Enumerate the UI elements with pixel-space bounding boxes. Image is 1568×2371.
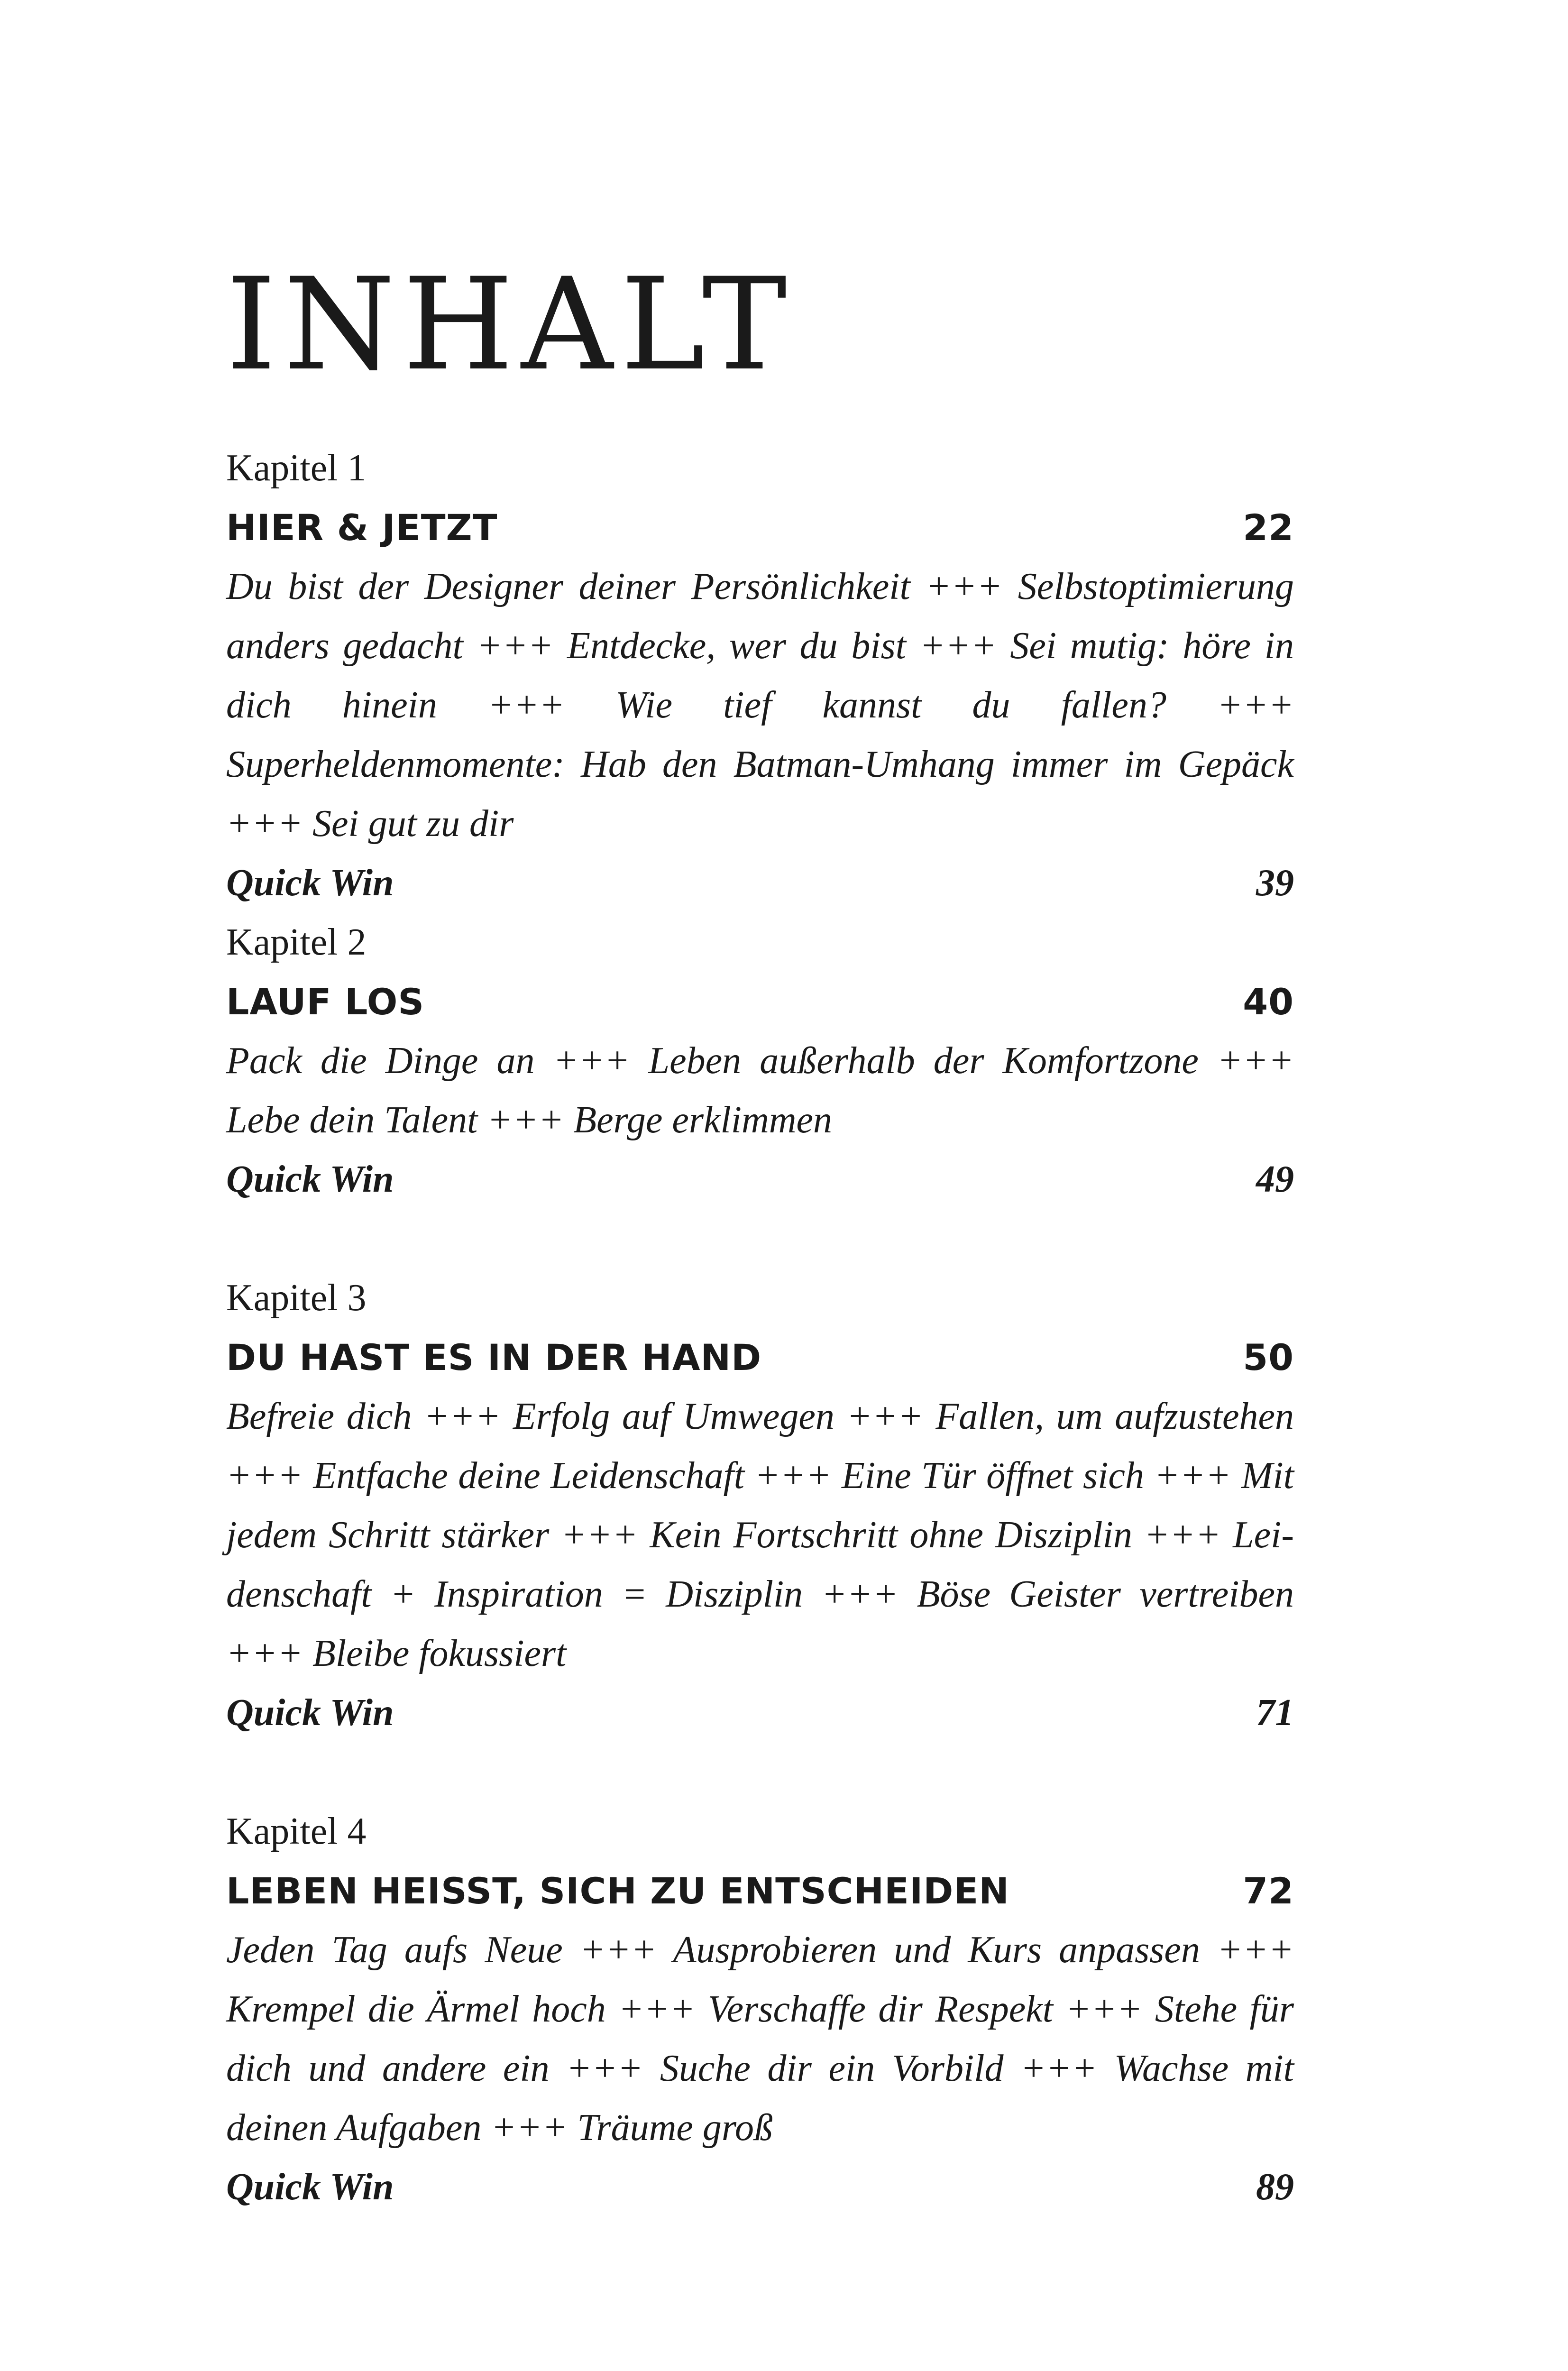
quick-win-page-number: 89 — [1256, 2166, 1294, 2208]
chapter-heading: LEBEN HEISST, SICH ZU ENTSCHEIDEN — [226, 1870, 1009, 1912]
chapter-label: Kapitel 1 — [226, 447, 367, 489]
chapter-heading-row[interactable] — [226, 1861, 1294, 1921]
quick-win-row[interactable] — [226, 2158, 1294, 2217]
quick-win-label: Quick Win — [226, 862, 394, 904]
quick-win-row[interactable] — [226, 854, 1294, 913]
chapter-page-number: 22 — [1243, 506, 1294, 549]
quick-win-page-number: 39 — [1256, 862, 1294, 904]
chapter-heading-row[interactable] — [226, 972, 1294, 1031]
quick-win-label: Quick Win — [226, 2166, 394, 2208]
chapter-label: Kapitel 4 — [226, 1810, 367, 1852]
chapter-description: Du bist der Designer deiner Persönlichkeit +++ Selbstoptimierung anders gedacht +++ Entdecke, wer du bist +++ Sei mutig: höre in dich hinein +++ Wie tief kannst du fallen? +++ Superheldenmomente: Hab den Batman-Umhang immer im Gepäck +++ Sei gut zu dir — [226, 566, 1294, 845]
chapter-description: Befreie dich +++ Erfolg auf Umwegen +++ Fallen, um aufzustehen +++ Entfache deine Leidenschaft +++ Eine Tür öffnet sich +++ Mit jedem Schritt stärker +++ Kein Fortschritt ohne Disziplin +++ Leidenschaft + Inspiration = Disziplin +++ Böse Geister vertreiben +++ Bleibe fokussiert — [226, 1396, 1294, 1674]
chapter-page-number: 72 — [1243, 1870, 1294, 1912]
chapter-page-number: 50 — [1243, 1336, 1294, 1378]
chapter-heading: HIER & JETZT — [226, 506, 498, 549]
quick-win-row[interactable] — [226, 1683, 1294, 1743]
toc-chapter-3 — [226, 1268, 1294, 1743]
chapter-page-number: 40 — [1243, 981, 1294, 1023]
chapter-description: Jeden Tag aufs Neue +++ Ausprobieren und Kurs anpassen +++ Krempel die Ärmel hoch +++ Verschaffe dir Respekt +++ Stehe für dich und andere ein +++ Suche dir ein Vorbild +++ Wachse mit deinen Aufgaben +++ Träume groß — [226, 1929, 1294, 2149]
quick-win-page-number: 71 — [1256, 1692, 1294, 1734]
chapter-label: Kapitel 3 — [226, 1277, 367, 1319]
quick-win-page-number: 49 — [1256, 1158, 1294, 1200]
toc-chapter-4 — [226, 1802, 1294, 2217]
page-title: INHALT — [226, 251, 795, 399]
toc-chapter-2 — [226, 913, 1294, 1209]
chapter-label: Kapitel 2 — [226, 921, 367, 963]
chapter-heading-row[interactable] — [226, 498, 1294, 557]
book-page — [226, 0, 1294, 2371]
toc-chapter-1 — [226, 439, 1294, 913]
chapter-heading: LAUF LOS — [226, 981, 425, 1023]
chapter-heading-row[interactable] — [226, 1328, 1294, 1387]
quick-win-label: Quick Win — [226, 1158, 394, 1200]
quick-win-label: Quick Win — [226, 1692, 394, 1734]
chapter-heading: DU HAST ES IN DER HAND — [226, 1336, 762, 1378]
quick-win-row[interactable] — [226, 1150, 1294, 1209]
chapter-description: Pack die Dinge an +++ Leben außerhalb der Komfortzone +++ Lebe dein Talent +++ Berge erklimmen — [226, 1040, 1294, 1141]
